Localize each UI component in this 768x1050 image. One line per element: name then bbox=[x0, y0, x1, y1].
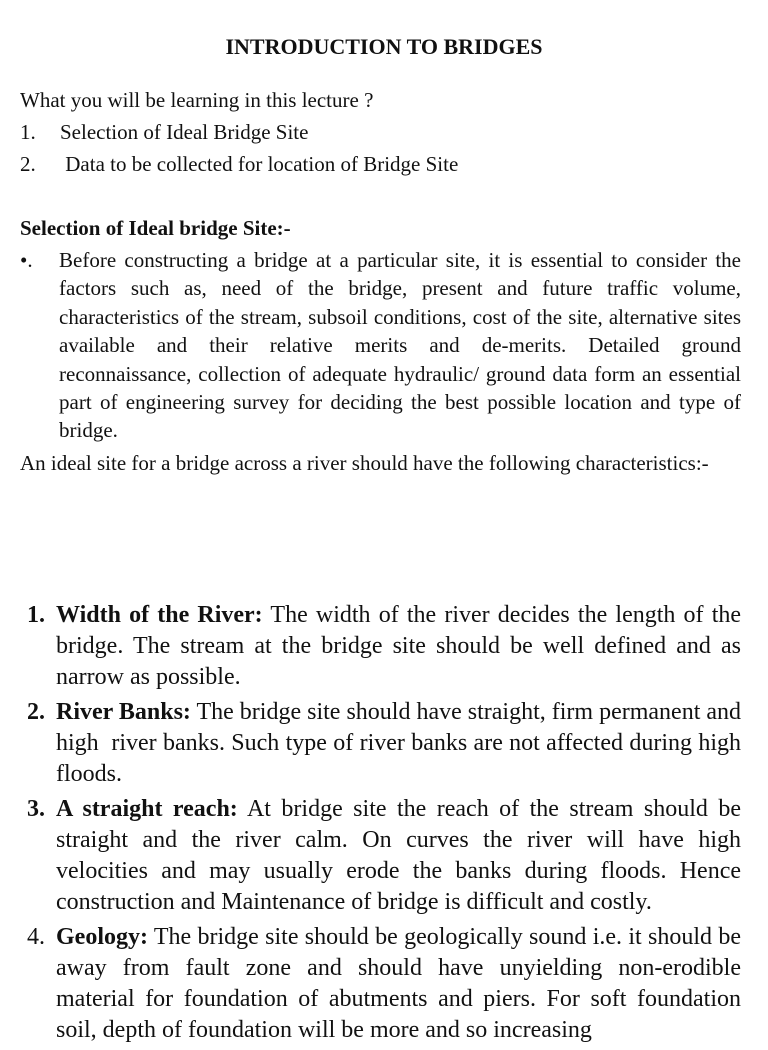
list-item bbox=[27, 794, 741, 918]
list-heading: Width of the River: bbox=[56, 602, 263, 628]
objective-text: Selection of Ideal Bridge Site bbox=[60, 120, 309, 144]
bullet-text: Before constructing a bridge at a particular site, it is essential to consider the factors such as, need of the bridge, present and future traffic volume, characteristics of the stream, subsoil conditions, cost of the site, alternative sites available and their relative merits and de-merits. Detailed ground reconnaissance, collection of adequate hydraulic/ ground data form an essential part of engineering survey for deciding the best possible location and type of bridge. bbox=[59, 248, 741, 443]
ideal-site-paragraph: An ideal site for a bridge across a river should have the following characteristics:- bbox=[20, 451, 709, 475]
intro-question: What you will be learning in this lecture ? bbox=[20, 88, 374, 112]
list-text: The width of the river decides the length of the bridge. The stream at the bridge site should be well defined and as narrow as possible. bbox=[56, 602, 742, 690]
criteria-list bbox=[27, 600, 748, 1050]
list-number: 2. bbox=[27, 699, 45, 725]
list-item bbox=[27, 600, 741, 693]
list-text: The bridge site should be geologically sound i.e. it should be away from fault zone and should have unyielding non-erodible material for foundation of abutments and piers. For soft foundation soil, depth of foundation will be more and so increasing bbox=[56, 924, 741, 1043]
objective-text: Data to be collected for location of Bridge Site bbox=[60, 152, 459, 176]
list-heading: A straight reach: bbox=[56, 796, 238, 822]
objective-item bbox=[20, 116, 740, 148]
lecture-intro bbox=[20, 84, 740, 180]
objective-item bbox=[20, 148, 740, 180]
bullet-marker: •. bbox=[20, 248, 33, 272]
list-heading: River Banks: bbox=[56, 699, 191, 725]
list-body bbox=[56, 794, 741, 918]
list-body bbox=[56, 600, 741, 693]
list-item bbox=[27, 697, 748, 790]
list-body bbox=[56, 922, 741, 1046]
bullet-paragraph bbox=[20, 246, 741, 445]
list-body bbox=[56, 697, 748, 790]
objective-number: 1. bbox=[20, 120, 36, 144]
list-number: 3. bbox=[27, 796, 45, 822]
list-number: 1. bbox=[27, 602, 45, 628]
objective-number: 2. bbox=[20, 152, 36, 176]
list-heading: Geology: bbox=[56, 924, 148, 950]
list-item bbox=[27, 922, 741, 1046]
list-text: At bridge site the reach of the stream should be straight and the river calm. On curves the river will have high velocities and may usually erode the banks during floods. Hence construction and Maintenance of bridge is difficult and costly. bbox=[56, 796, 741, 915]
page-title: INTRODUCTION TO BRIDGES bbox=[225, 34, 543, 59]
section-heading: Selection of Ideal bridge Site:- bbox=[20, 216, 291, 240]
list-number: 4. bbox=[27, 924, 45, 950]
list-text: The bridge site should have straight, firm permanent and high river banks. Such type of river banks are not affected during high floods. bbox=[56, 699, 748, 787]
